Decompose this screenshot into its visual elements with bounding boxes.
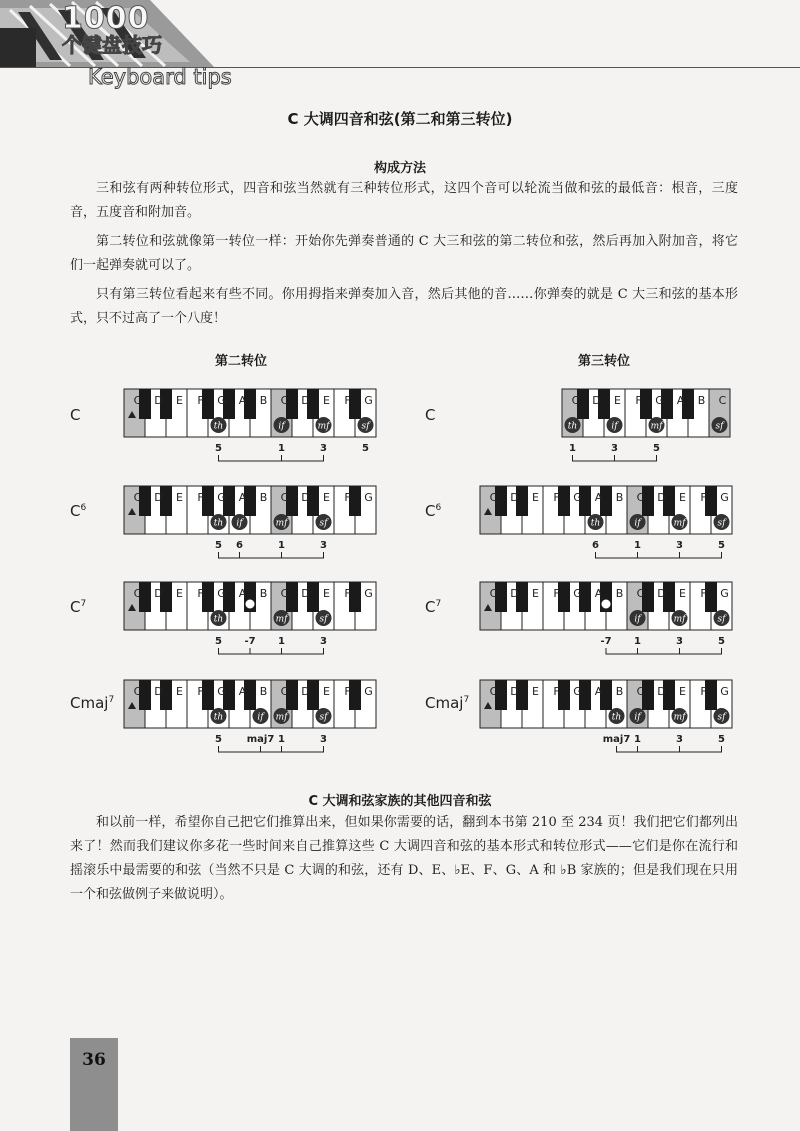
interval-number: 1 [278,734,285,745]
key-letter: D [657,685,666,698]
interval-number: 1 [569,443,576,454]
black-key [705,486,717,516]
key-letter: F [344,685,351,698]
key-letter: D [154,685,163,698]
key-letter: D [301,394,310,407]
interval-number: -7 [600,636,612,647]
paragraph-2: 第二转位和弦就像第一转位一样：开始你先弹奏普通的 C 大三和弦的第二转位和弦，然后再加入附加音，将它们一起弹奏就可以了。 [70,234,738,273]
section-title-method: 构成方法 [373,161,426,176]
black-key [705,582,717,612]
interval-number: 1 [278,540,285,551]
key-letter: G [720,587,729,600]
key-letter: D [301,587,310,600]
finger-label: if [634,614,641,625]
key-letter: F [553,685,560,698]
key-letter: B [615,587,624,600]
finger-label: sf [717,712,726,723]
interval-number: 3 [611,443,618,454]
key-letter: D [657,491,666,504]
interval-number: 5 [653,443,660,454]
key-letter: F [700,685,707,698]
key-letter: E [679,685,686,698]
chord-label-c7-left: $C^7$ [70,598,87,616]
finger-label: sf [319,712,328,723]
finger-label: if [634,518,641,529]
key-letter: G [573,491,582,504]
key-letter: C [489,685,498,698]
key-letter: C [636,587,645,600]
chord-label-cmaj7-right: Cmaj$^7$ [425,694,470,712]
interval-number: 1 [634,636,641,647]
chord-label-cmaj7-left: Cmaj$^7$ [70,694,115,712]
interval-number: 5 [215,734,222,745]
key-letter: E [176,491,183,504]
key-letter: C [280,491,289,504]
interval-number: 6 [236,540,243,551]
key-letter: E [679,491,686,504]
span-bracket [219,648,324,654]
finger-label: if [236,518,243,529]
interval-number: 5 [718,540,725,551]
black-key [558,582,570,612]
finger-label: th [213,421,224,432]
key-letter: D [592,394,601,407]
key-letter: C [133,587,142,600]
key-letter: F [635,394,642,407]
keyboard-c-third-inversion [562,389,732,469]
key-letter: D [154,587,163,600]
interval-number: 3 [676,636,683,647]
finger-label: sf [717,518,726,529]
finger-label: mf [275,614,288,625]
key-letter: C [489,491,498,504]
key-letter: C [280,394,289,407]
key-letter: D [510,491,519,504]
interval-number: 5 [362,443,369,454]
chord-label-c7-right: $C^7$ [425,598,442,616]
black-key [705,680,717,710]
interval-number: 5 [215,540,222,551]
key-letter: G [217,491,226,504]
interval-number: maj7 [602,734,631,745]
finger-label: if [634,712,641,723]
interval-number: 1 [278,636,285,647]
keyboard-c6-third-inversion [480,486,736,566]
span-bracket [606,648,722,654]
key-letter: B [615,491,624,504]
interval-number: -7 [244,636,256,647]
key-letter: C [280,587,289,600]
interval-number: 1 [278,443,285,454]
key-letter: G [720,685,729,698]
finger-label: sf [715,421,724,432]
key-letter: D [301,685,310,698]
keyboard-c-second-inversion [124,389,380,469]
key-letter: C [636,491,645,504]
key-letter: F [553,587,560,600]
key-letter: G [364,491,373,504]
black-key [640,389,652,419]
key-letter: F [344,394,351,407]
key-letter: A [238,587,247,600]
key-letter: C [571,394,580,407]
key-letter: G [364,394,373,407]
key-letter: D [154,394,163,407]
finger-label: mf [317,421,330,432]
chord-label-c6-right: $C^6$ [425,502,442,520]
finger-label: if [257,712,264,723]
header-number: 1000 [62,1,150,36]
key-letter: A [238,394,247,407]
keyboard-c7-second-inversion [124,582,380,662]
key-letter: E [176,587,183,600]
key-letter: C [718,394,727,407]
key-letter: A [594,491,603,504]
finger-label: th [567,421,578,432]
chord-label-c-right: C [425,406,436,424]
column-title-second-inversion: 第二转位 [215,354,268,369]
header-cn-title: 个键盘技巧 [62,33,162,57]
key-letter: G [217,394,226,407]
key-letter: E [323,491,330,504]
finger-label: sf [361,421,370,432]
key-letter: F [197,587,204,600]
seventh-note-marker [245,599,255,609]
key-letter: E [176,685,183,698]
finger-label: mf [673,614,686,625]
black-key [349,680,361,710]
key-letter: G [364,587,373,600]
key-letter: G [217,587,226,600]
key-letter: G [573,587,582,600]
column-title-third-inversion: 第三转位 [578,354,631,369]
key-letter: B [259,587,268,600]
black-key [202,582,214,612]
finger-label: sf [717,614,726,625]
paragraph-3: 只有第三转位看起来有些不同。你用拇指来弹奏加入音，然后其他的音……你弹奏的就是 C 大三和弦的基本形式，只不过高了一个八度！ [70,287,738,326]
key-letter: D [510,685,519,698]
keyboard-cmaj7-second-inversion [124,680,380,760]
key-letter: C [133,394,142,407]
finger-label: mf [275,712,288,723]
key-letter: A [238,685,247,698]
finger-label: mf [275,518,288,529]
key-letter: G [364,685,373,698]
key-letter: C [133,685,142,698]
interval-number: 5 [718,636,725,647]
finger-label: if [278,421,285,432]
span-bracket [219,552,324,558]
key-letter: F [344,587,351,600]
key-letter: E [323,685,330,698]
key-letter: C [133,491,142,504]
key-letter: D [657,587,666,600]
interval-number: 5 [718,734,725,745]
key-letter: F [553,491,560,504]
key-letter: A [594,587,603,600]
key-letter: A [594,685,603,698]
key-letter: E [679,587,686,600]
chord-label-c-left: C [70,406,81,424]
span-bracket [617,746,722,752]
key-letter: D [154,491,163,504]
span-bracket [219,746,324,752]
span-bracket [219,455,324,461]
key-letter: E [532,491,539,504]
key-letter: A [676,394,685,407]
key-letter: F [344,491,351,504]
key-letter: C [636,685,645,698]
section-title-other-chords: C 大调和弦家族的其他四音和弦 [308,794,492,809]
interval-number: 6 [592,540,599,551]
seventh-note-marker [601,599,611,609]
key-letter: C [489,587,498,600]
finger-label: if [611,421,618,432]
key-letter: E [323,394,330,407]
finger-label: th [213,614,224,625]
key-letter: E [532,587,539,600]
interval-number: 5 [215,636,222,647]
keyboard-c6-second-inversion [124,486,380,566]
interval-number: 3 [320,636,327,647]
key-letter: A [238,491,247,504]
finger-label: mf [673,518,686,529]
key-letter: D [301,491,310,504]
keyboard-cmaj7-third-inversion [480,680,736,760]
interval-number: 1 [634,540,641,551]
key-letter: E [532,685,539,698]
finger-label: th [590,518,601,529]
paragraph-1: 三和弦有两种转位形式，四音和弦当然就有三种转位形式，这四个音可以轮流当做和弦的最低音：根音，三度音，五度音和附加音。 [70,181,738,220]
black-key [202,389,214,419]
black-key [349,389,361,419]
page-number: 36 [82,1050,106,1070]
key-letter: B [697,394,706,407]
key-letter: B [259,491,268,504]
black-key [558,680,570,710]
span-bracket [596,552,722,558]
interval-number: 1 [634,734,641,745]
interval-number: 3 [320,540,327,551]
key-letter: B [259,394,268,407]
key-letter: F [197,491,204,504]
key-letter: F [700,491,707,504]
key-letter: G [655,394,664,407]
key-letter: E [614,394,621,407]
finger-label: mf [650,421,663,432]
interval-number: 3 [320,734,327,745]
key-letter: F [197,685,204,698]
key-letter: B [259,685,268,698]
finger-label: th [213,518,224,529]
paragraph-4: 和以前一样，希望你自己把它们推算出来，但如果你需要的话，翻到本书第 210 至 234 页！我们把它们都列出来了！然而我们建议你多花一些时间来自己推算这些 C 大调四音和弦的基本形式和转位形式——它们是你在流行和摇滚乐中最需要的和弦（当然不只是 C 大调的和弦，还有 D、E、♭E、F、G、A 和 ♭B 家族的；但是我们现在只用一个和弦做例子来做说明）。 [70,815,738,902]
header-en-title: Keyboard tips [88,65,232,89]
finger-label: th [213,712,224,723]
black-key [558,486,570,516]
key-letter: E [176,394,183,407]
key-letter: C [280,685,289,698]
finger-label: mf [673,712,686,723]
interval-number: maj7 [246,734,275,745]
finger-label: sf [319,614,328,625]
chord-label-c6-left: $C^6$ [70,502,87,520]
black-key [202,486,214,516]
interval-number: 3 [320,443,327,454]
finger-label: sf [319,518,328,529]
key-letter: D [510,587,519,600]
key-letter: E [323,587,330,600]
key-letter: G [217,685,226,698]
black-key [349,582,361,612]
key-letter: G [720,491,729,504]
key-letter: F [197,394,204,407]
finger-label: th [611,712,622,723]
black-key [349,486,361,516]
black-key [202,680,214,710]
interval-number: 5 [215,443,222,454]
keyboard-c7-third-inversion [480,582,736,662]
key-letter: B [615,685,624,698]
key-letter: F [700,587,707,600]
interval-number: 3 [676,734,683,745]
page-title: C 大调四音和弦(第二和第三转位) [287,110,513,128]
key-letter: G [573,685,582,698]
interval-number: 3 [676,540,683,551]
